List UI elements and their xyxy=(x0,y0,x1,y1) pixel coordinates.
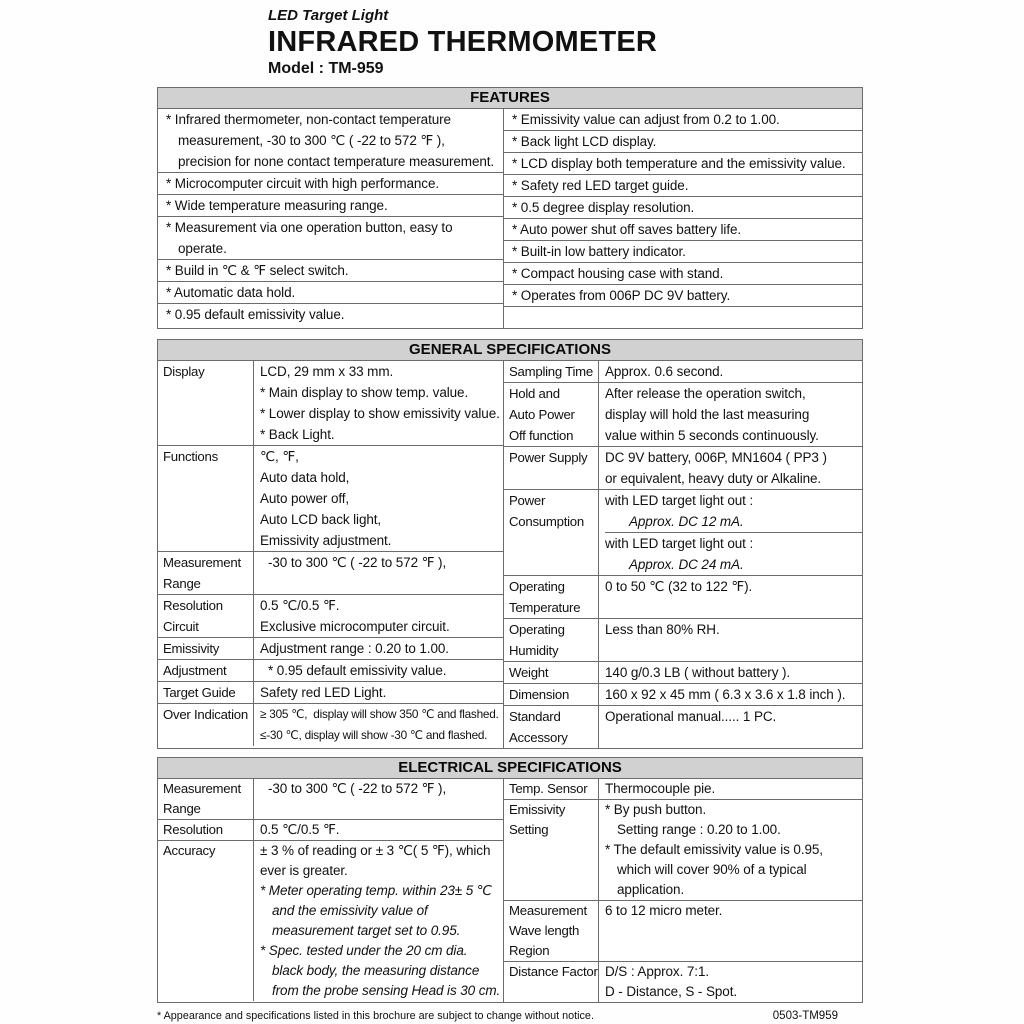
text-line: Circuit xyxy=(163,619,199,634)
spec-label xyxy=(504,447,599,489)
feature-item xyxy=(158,109,503,173)
text-line: Thermocouple pie. xyxy=(605,781,716,796)
electrical-specs-title-bar: ELECTRICAL SPECIFICATIONS xyxy=(157,757,863,779)
spec-row xyxy=(158,361,503,446)
text-line: display will hold the last measuring xyxy=(605,407,810,422)
text-line: Less than 80% RH. xyxy=(605,622,720,637)
text-line: -30 to 300 ℃ ( -22 to 572 ℉ ), xyxy=(268,781,447,796)
spec-row xyxy=(504,962,862,1002)
spec-label xyxy=(158,595,254,637)
text-line: * The default emissivity value is 0.95, xyxy=(605,842,823,857)
spec-label xyxy=(504,800,599,900)
spec-label xyxy=(504,962,599,1002)
feature-item xyxy=(504,263,862,285)
text-line: Sampling Time xyxy=(509,364,593,379)
text-line: Approx. 0.6 second. xyxy=(605,364,724,379)
spec-label xyxy=(158,446,254,551)
spec-value xyxy=(254,552,503,594)
spec-value xyxy=(254,704,503,746)
spec-row xyxy=(504,901,862,962)
features-section xyxy=(157,87,863,329)
text-line: DC 9V battery, 006P, MN1604 ( PP3 ) xyxy=(605,450,827,465)
text-line: * Build in ℃ & ℉ select switch. xyxy=(166,263,349,278)
text-line: Safety red LED Light. xyxy=(260,685,387,700)
feature-item xyxy=(158,195,503,217)
text-line: Target Guide xyxy=(163,685,236,700)
text-line: Adjustment xyxy=(163,663,227,678)
text-line: Standard xyxy=(509,709,561,724)
spec-row xyxy=(504,490,862,576)
spec-value xyxy=(254,820,503,840)
electrical-specs-section xyxy=(157,757,863,1003)
text-line: application. xyxy=(617,882,685,897)
spec-label xyxy=(504,684,599,705)
feature-item xyxy=(504,241,862,263)
text-line: Resolution xyxy=(163,822,223,837)
spec-value xyxy=(254,841,503,1001)
spec-value xyxy=(599,447,862,489)
feature-item xyxy=(158,173,503,195)
text-line: value within 5 seconds continuously. xyxy=(605,428,819,443)
text-line: Measurement xyxy=(163,555,241,570)
spec-label xyxy=(504,619,599,661)
spec-label xyxy=(504,383,599,446)
text-line: * Safety red LED target guide. xyxy=(512,178,689,193)
text-line: Adjustment range : 0.20 to 1.00. xyxy=(260,641,449,656)
text-line: * By push button. xyxy=(605,802,707,817)
text-line: Wave length xyxy=(509,923,580,938)
spec-label xyxy=(158,841,254,1001)
spec-value xyxy=(599,490,862,575)
spec-label xyxy=(504,706,599,748)
text-line: Approx. DC 12 mA. xyxy=(629,514,744,529)
text-line: with LED target light out : xyxy=(605,493,754,508)
electrical-right-column xyxy=(504,779,862,1002)
spec-label xyxy=(504,361,599,382)
text-line: Range xyxy=(163,801,201,816)
doc-code: 0503-TM959 xyxy=(772,1010,838,1022)
text-line: * Back light LCD display. xyxy=(512,134,657,149)
general-right-column xyxy=(504,361,862,748)
spec-row xyxy=(158,682,503,704)
feature-item xyxy=(504,197,862,219)
features-body xyxy=(157,109,863,329)
text-line: ever is greater. xyxy=(260,863,348,878)
text-line: * Compact housing case with stand. xyxy=(512,266,724,281)
general-specs-title-bar: GENERAL SPECIFICATIONS xyxy=(157,339,863,361)
text-line: Off function xyxy=(509,428,574,443)
spec-row xyxy=(158,841,503,1001)
spec-value xyxy=(254,660,503,681)
spec-label xyxy=(158,704,254,746)
spec-label xyxy=(158,638,254,659)
text-line: * Automatic data hold. xyxy=(166,285,296,300)
spec-row xyxy=(504,447,862,490)
feature-item xyxy=(504,285,862,307)
spec-label xyxy=(504,576,599,618)
text-line: measurement target set to 0.95. xyxy=(272,923,461,938)
text-line: Temperature xyxy=(509,600,581,615)
text-line: Auto LCD back light, xyxy=(260,512,382,527)
spec-label xyxy=(504,662,599,683)
spec-value xyxy=(254,595,503,637)
spec-label xyxy=(158,820,254,840)
text-line: ± 3 % of reading or ± 3 ℃( 5 ℉), which xyxy=(260,843,491,858)
spec-row xyxy=(158,595,503,638)
spec-value xyxy=(254,779,503,819)
spec-label xyxy=(158,552,254,594)
spec-subvalue xyxy=(605,490,862,533)
text-line: precision for none contact temperature measurement. xyxy=(178,154,495,169)
text-line: Humidity xyxy=(509,643,559,658)
text-line: * Meter operating temp. within 23± 5 ℃ xyxy=(260,883,492,898)
text-line: ≤-30 ℃, display will show -30 ℃ and flashed. xyxy=(260,728,488,742)
text-line: Distance Factor xyxy=(509,964,598,979)
spec-value xyxy=(599,361,862,382)
spec-value xyxy=(599,800,862,900)
text-line: Approx. DC 24 mA. xyxy=(629,557,744,572)
spec-row xyxy=(158,638,503,660)
text-line: Dimension xyxy=(509,687,570,702)
text-line: black body, the measuring distance xyxy=(272,963,480,978)
text-line: Power Supply xyxy=(509,450,588,465)
spec-value xyxy=(254,446,503,551)
feature-item xyxy=(158,260,503,282)
spec-value xyxy=(599,901,862,961)
text-line: Operating xyxy=(509,622,565,637)
features-title-bar: FEATURES xyxy=(157,87,863,109)
features-right-column xyxy=(504,109,862,328)
feature-item xyxy=(504,131,862,153)
text-line: * Measurement via one operation button, easy to xyxy=(166,220,453,235)
text-line: Range xyxy=(163,576,201,591)
text-line: 160 x 92 x 45 mm ( 6.3 x 3.6 x 1.8 inch ). xyxy=(605,687,846,702)
text-line: Region xyxy=(509,943,550,958)
spec-value xyxy=(599,576,862,618)
text-line: * 0.5 degree display resolution. xyxy=(512,200,695,215)
spec-label xyxy=(158,660,254,681)
text-line: Measurement xyxy=(163,781,241,796)
features-filler xyxy=(504,307,862,328)
feature-item xyxy=(504,109,862,131)
text-line: Weight xyxy=(509,665,549,680)
spec-value xyxy=(254,638,503,659)
general-left-column xyxy=(158,361,504,748)
spec-row xyxy=(504,619,862,662)
text-line: measurement, -30 to 300 ℃ ( -22 to 572 ℉ ), xyxy=(178,133,445,148)
general-specs-section xyxy=(157,339,863,749)
text-line: or equivalent, heavy duty or Alkaline. xyxy=(605,471,822,486)
electrical-left-column xyxy=(158,779,504,1002)
spec-row xyxy=(504,361,862,383)
text-line: Emissivity xyxy=(509,802,566,817)
text-line: Consumption xyxy=(509,514,584,529)
spec-row xyxy=(158,820,503,841)
text-line: * Back Light. xyxy=(260,427,335,442)
feature-item xyxy=(158,304,503,325)
text-line: Setting range : 0.20 to 1.00. xyxy=(617,822,781,837)
text-line: Auto power off, xyxy=(260,491,350,506)
doc-model: Model : TM-959 xyxy=(268,60,384,77)
text-line: Operational manual..... 1 PC. xyxy=(605,709,777,724)
text-line: D - Distance, S - Spot. xyxy=(605,984,737,999)
text-line: Exclusive microcomputer circuit. xyxy=(260,619,450,634)
spec-label xyxy=(504,901,599,961)
text-line: Auto Power xyxy=(509,407,575,422)
spec-row xyxy=(158,552,503,595)
footer-note: * Appearance and specifications listed in this brochure are subject to change without notice. xyxy=(157,1010,594,1022)
text-line: Hold and xyxy=(509,386,560,401)
page-footer xyxy=(157,1009,863,1023)
doc-tagline: LED Target Light xyxy=(268,7,389,24)
text-line: Measurement xyxy=(509,903,587,918)
text-line: Operating xyxy=(509,579,565,594)
text-line: with LED target light out : xyxy=(605,536,754,551)
text-line: * Emissivity value can adjust from 0.2 to 1.00. xyxy=(512,112,780,127)
text-line: Temp. Sensor xyxy=(509,781,588,796)
feature-item xyxy=(158,217,503,260)
text-line: Resolution xyxy=(163,598,223,613)
text-line: * Operates from 006P DC 9V battery. xyxy=(512,288,731,303)
text-line: * Main display to show temp. value. xyxy=(260,385,469,400)
text-line: ℃, ℉, xyxy=(260,449,299,464)
text-line: 140 g/0.3 LB ( without battery ). xyxy=(605,665,791,680)
text-line: * LCD display both temperature and the emissivity value. xyxy=(512,156,846,171)
text-line: Emissivity xyxy=(163,641,220,656)
text-line: 0.5 ℃/0.5 ℉. xyxy=(260,598,340,613)
spec-value xyxy=(599,383,862,446)
spec-subvalue xyxy=(605,533,862,575)
spec-value xyxy=(599,779,862,799)
text-line: * 0.95 default emissivity value. xyxy=(268,663,447,678)
spec-row xyxy=(504,662,862,684)
spec-value xyxy=(254,361,503,445)
spec-row xyxy=(504,800,862,901)
text-line: * Infrared thermometer, non-contact temperature xyxy=(166,112,451,127)
spec-label xyxy=(158,779,254,819)
text-line: * Wide temperature measuring range. xyxy=(166,198,388,213)
features-left-column xyxy=(158,109,504,328)
electrical-specs-body xyxy=(157,779,863,1003)
text-line: D/S : Approx. 7:1. xyxy=(605,964,710,979)
spec-label xyxy=(158,682,254,703)
spec-label xyxy=(504,490,599,575)
text-line: Auto data hold, xyxy=(260,470,350,485)
text-line: Over Indication xyxy=(163,707,248,722)
text-line: * Auto power shut off saves battery life. xyxy=(512,222,742,237)
spec-label xyxy=(158,361,254,445)
spec-row xyxy=(504,684,862,706)
text-line: Display xyxy=(163,364,205,379)
text-line: 0 to 50 ℃ (32 to 122 ℉). xyxy=(605,579,753,594)
spec-row xyxy=(158,779,503,820)
spec-value xyxy=(599,706,862,748)
spec-value xyxy=(599,962,862,1002)
spec-value xyxy=(599,619,862,661)
feature-item xyxy=(504,175,862,197)
text-line: Accessory xyxy=(509,730,568,745)
text-line: operate. xyxy=(178,241,227,256)
text-line: * Spec. tested under the 20 cm dia. xyxy=(260,943,468,958)
doc-title: INFRARED THERMOMETER xyxy=(268,26,658,58)
text-line: Setting xyxy=(509,822,549,837)
text-line: * Microcomputer circuit with high performance. xyxy=(166,176,440,191)
text-line: which will cover 90% of a typical xyxy=(617,862,807,877)
text-line: -30 to 300 ℃ ( -22 to 572 ℉ ), xyxy=(268,555,447,570)
spec-row xyxy=(504,383,862,447)
spec-row xyxy=(504,706,862,748)
text-line: * Lower display to show emissivity value. xyxy=(260,406,500,421)
text-line: ≥ 305 ℃, display will show 350 ℃ and flashed. xyxy=(260,707,499,721)
text-line: 6 to 12 micro meter. xyxy=(605,903,723,918)
text-line: * 0.95 default emissivity value. xyxy=(166,307,345,322)
text-line: LCD, 29 mm x 33 mm. xyxy=(260,364,394,379)
spec-value xyxy=(254,682,503,703)
spec-value xyxy=(599,684,862,705)
feature-item xyxy=(504,153,862,175)
spec-row xyxy=(158,660,503,682)
text-line: Functions xyxy=(163,449,218,464)
spec-row xyxy=(158,446,503,552)
text-line: Emissivity adjustment. xyxy=(260,533,392,548)
spec-label xyxy=(504,779,599,799)
text-line: and the emissivity value of xyxy=(272,903,428,918)
feature-item xyxy=(158,282,503,304)
text-line: Power xyxy=(509,493,546,508)
spec-row xyxy=(504,576,862,619)
text-line: 0.5 ℃/0.5 ℉. xyxy=(260,822,340,837)
spec-row xyxy=(504,779,862,800)
spec-row xyxy=(158,704,503,746)
feature-item xyxy=(504,219,862,241)
general-specs-body xyxy=(157,361,863,749)
text-line: After release the operation switch, xyxy=(605,386,806,401)
text-line: Accuracy xyxy=(163,843,216,858)
spec-value xyxy=(599,662,862,683)
doc-header xyxy=(268,0,1024,79)
text-line: * Built-in low battery indicator. xyxy=(512,244,686,259)
text-line: from the probe sensing Head is 30 cm. xyxy=(272,983,501,998)
